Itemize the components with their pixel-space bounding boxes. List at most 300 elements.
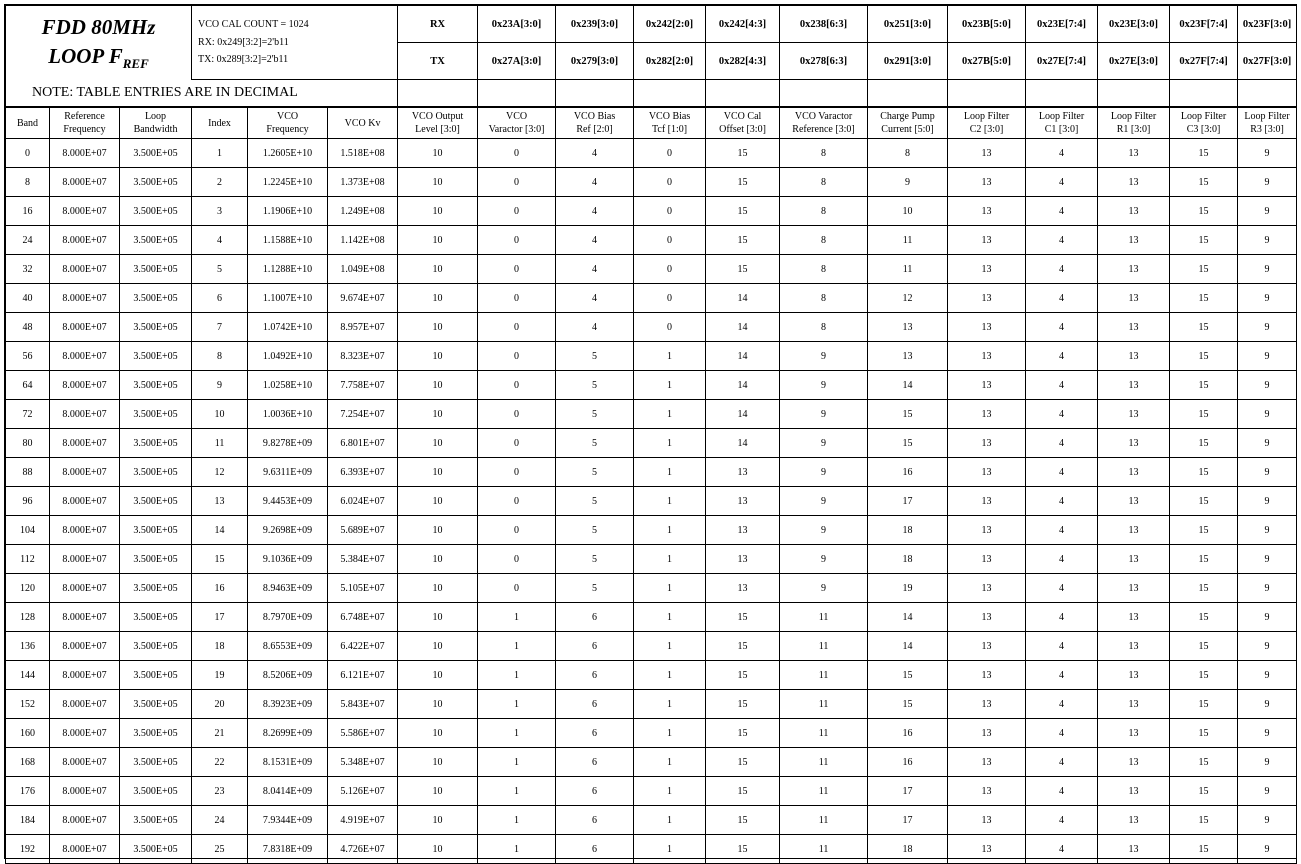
table-cell: 1 [634,806,706,835]
rx-reg: 0x23F[7:4] [1170,6,1238,43]
table-cell: 13 [192,487,248,516]
table-cell: 6 [556,632,634,661]
table-cell: 13 [948,777,1026,806]
column-header [50,107,120,139]
table-cell: 8.000E+07 [50,777,120,806]
table-cell: 1 [634,690,706,719]
table-cell: 0 [478,313,556,342]
table-row [6,632,1297,661]
table-cell: 1.249E+08 [328,197,398,226]
table-cell: 13 [1098,690,1170,719]
table-cell: 72 [6,400,50,429]
table-cell: 15 [706,226,780,255]
table-cell: 15 [1170,400,1238,429]
table-cell: 15 [1170,719,1238,748]
table-cell: 1 [478,777,556,806]
table-cell: 1.1288E+10 [248,255,328,284]
blank-cell [634,80,706,108]
table-cell: 0 [634,139,706,168]
table-cell: 15 [1170,226,1238,255]
table-cell: 0 [634,255,706,284]
table-cell: 9.2698E+09 [248,516,328,545]
table-cell: 1.0258E+10 [248,371,328,400]
table-cell: 15 [1170,835,1238,864]
table-cell: 8.000E+07 [50,255,120,284]
column-header [948,107,1026,139]
vco-cal-count: VCO CAL COUNT = 1024 [198,19,309,31]
column-header-line: R3 [3:0] [1250,124,1284,135]
table-cell: 6 [556,603,634,632]
table-cell: 15 [706,255,780,284]
column-header [192,107,248,139]
blank-cell [478,80,556,108]
table-cell: 10 [398,313,478,342]
table-cell: 15 [706,632,780,661]
table-cell: 15 [706,661,780,690]
table-cell: 0 [634,197,706,226]
table-cell: 23 [192,777,248,806]
table-cell: 4 [1026,545,1098,574]
table-cell: 10 [398,835,478,864]
table-cell: 1 [634,748,706,777]
table-cell: 11 [780,690,868,719]
table-cell: 9 [1238,690,1297,719]
blank-cell [1238,80,1297,108]
table-cell: 11 [780,719,868,748]
table-cell: 4 [1026,487,1098,516]
table-cell: 13 [948,487,1026,516]
table-cell: 13 [706,516,780,545]
table-cell: 11 [868,255,948,284]
table-cell: 3.500E+05 [120,487,192,516]
tx-reg: 0x278[6:3] [780,43,868,80]
table-cell: 18 [868,545,948,574]
table-cell: 64 [6,371,50,400]
table-cell: 13 [1098,139,1170,168]
table-cell: 10 [398,661,478,690]
table-row [6,458,1297,487]
table-cell: 1 [634,458,706,487]
table-cell: 4 [1026,661,1098,690]
table-cell: 10 [398,400,478,429]
table-title [6,6,192,80]
table-cell: 1 [478,632,556,661]
table-cell: 0 [634,226,706,255]
rx-reg: 0x239[3:0] [556,6,634,43]
table-cell: 3.500E+05 [120,371,192,400]
table-cell: 17 [868,487,948,516]
table-cell: 1.1588E+10 [248,226,328,255]
table-cell: 19 [868,574,948,603]
table-cell: 8.9463E+09 [248,574,328,603]
table-cell: 4 [556,168,634,197]
tx-reg: 0x27F[3:0] [1238,43,1297,80]
table-cell: 6 [556,835,634,864]
column-header-line: Loop Filter [963,111,1010,122]
column-header [478,107,556,139]
table-cell: 7.254E+07 [328,400,398,429]
note-row [6,80,1297,108]
table-cell: 10 [398,516,478,545]
table-cell: 13 [706,574,780,603]
blank-cell [1098,80,1170,108]
table-cell: 3.500E+05 [120,342,192,371]
column-header [6,107,50,139]
table-cell: 15 [1170,197,1238,226]
table-cell: 11 [780,748,868,777]
table-cell: 9.1036E+09 [248,545,328,574]
table-cell: 4 [556,226,634,255]
table-cell: 15 [1170,371,1238,400]
table-cell: 9 [1238,371,1297,400]
column-header-line: C3 [3:0] [1186,124,1221,135]
table-cell: 0 [6,139,50,168]
table-cell: 1.0036E+10 [248,400,328,429]
column-header-line: VCO Cal [723,111,762,122]
table-cell: 13 [1098,516,1170,545]
table-cell: 9 [1238,835,1297,864]
table-cell: 18 [868,835,948,864]
table-cell: 4 [1026,632,1098,661]
table-cell: 9 [1238,284,1297,313]
table-cell: 16 [868,748,948,777]
table-cell: 0 [478,226,556,255]
rx-reg: 0x242[2:0] [634,6,706,43]
table-cell: 1 [478,719,556,748]
column-header-line: C1 [3:0] [1044,124,1079,135]
table-cell: 10 [398,255,478,284]
table-cell: 5.348E+07 [328,748,398,777]
table-cell: 9 [1238,661,1297,690]
table-cell: 10 [398,719,478,748]
table-cell: 11 [780,777,868,806]
table-cell: 5 [556,487,634,516]
column-header-line: Level [3:0] [415,124,460,135]
table-cell: 12 [868,284,948,313]
table-cell: 5.105E+07 [328,574,398,603]
table-cell: 8 [780,255,868,284]
table-cell: 9 [1238,255,1297,284]
table-cell: 184 [6,806,50,835]
table-cell: 3.500E+05 [120,139,192,168]
table-cell: 6 [556,806,634,835]
table-cell: 8.000E+07 [50,690,120,719]
tx-reg: 0x27A[3:0] [478,43,556,80]
table-cell: 8.000E+07 [50,429,120,458]
column-header [706,107,780,139]
table-cell: 6.748E+07 [328,603,398,632]
table-cell: 15 [706,777,780,806]
table-cell: 1 [478,806,556,835]
table-cell: 5 [192,255,248,284]
table-cell: 3.500E+05 [120,226,192,255]
table-cell: 13 [1098,487,1170,516]
table-cell: 4 [1026,516,1098,545]
column-header-line: Frequency [266,124,309,135]
table-cell: 168 [6,748,50,777]
table-cell: 9 [780,487,868,516]
table-cell: 6.422E+07 [328,632,398,661]
table-cell: 144 [6,661,50,690]
table-cell: 8.7970E+09 [248,603,328,632]
table-cell: 0 [478,400,556,429]
table-cell: 9 [1238,516,1297,545]
table-cell: 8.000E+07 [50,632,120,661]
table-cell: 1 [634,574,706,603]
table-cell: 10 [398,603,478,632]
title-subscript: REF [122,55,149,71]
table-cell: 8.3923E+09 [248,690,328,719]
table-cell: 4 [1026,748,1098,777]
table-cell: 3.500E+05 [120,313,192,342]
table-cell: 0 [478,371,556,400]
table-cell: 9 [1238,748,1297,777]
table-cell: 9 [1238,632,1297,661]
table-cell: 21 [192,719,248,748]
table-cell: 1 [478,835,556,864]
table-cell: 6 [556,777,634,806]
vco-cal-info [192,6,398,80]
table-cell: 8.000E+07 [50,226,120,255]
table-cell: 13 [948,371,1026,400]
table-cell: 22 [192,748,248,777]
table-cell: 7.8318E+09 [248,835,328,864]
table-cell: 13 [1098,226,1170,255]
table-cell: 8.5206E+09 [248,661,328,690]
table-cell: 15 [1170,603,1238,632]
table-cell: 9 [1238,806,1297,835]
table-cell: 4 [556,313,634,342]
column-header [556,107,634,139]
tx-reg: 0x279[3:0] [556,43,634,80]
table-cell: 6.121E+07 [328,661,398,690]
table-cell: 4 [1026,197,1098,226]
table-cell: 9 [1238,342,1297,371]
table-cell: 80 [6,429,50,458]
table-cell: 1.0492E+10 [248,342,328,371]
column-header-line: Loop Filter [1038,111,1085,122]
table-row [6,661,1297,690]
table-cell: 176 [6,777,50,806]
table-cell: 1 [478,690,556,719]
table-cell: 8.000E+07 [50,197,120,226]
table-cell: 15 [1170,429,1238,458]
table-cell: 13 [948,313,1026,342]
table-cell: 0 [478,284,556,313]
table-cell: 9.674E+07 [328,284,398,313]
table-cell: 13 [948,400,1026,429]
table-cell: 10 [398,458,478,487]
tx-reg: 0x27F[7:4] [1170,43,1238,80]
table-cell: 13 [948,806,1026,835]
table-cell: 9 [1238,197,1297,226]
table-cell: 1 [634,545,706,574]
rx-reg: 0x242[4:3] [706,6,780,43]
table-cell: 9 [780,516,868,545]
table-cell: 5.689E+07 [328,516,398,545]
table-cell: 15 [868,661,948,690]
table-cell: 5 [556,545,634,574]
table-cell: 8.000E+07 [50,284,120,313]
table-cell: 5.586E+07 [328,719,398,748]
table-cell: 8.000E+07 [50,516,120,545]
table-cell: 0 [478,429,556,458]
table-cell: 3.500E+05 [120,603,192,632]
table-cell: 3.500E+05 [120,545,192,574]
table-cell: 1.049E+08 [328,255,398,284]
table-cell: 5 [556,400,634,429]
table-cell: 10 [398,226,478,255]
table-cell: 9 [1238,719,1297,748]
table-cell: 14 [868,371,948,400]
table-row [6,806,1297,835]
column-header [248,107,328,139]
table-cell: 10 [398,777,478,806]
table-cell: 17 [868,777,948,806]
column-header [328,107,398,139]
table-cell: 4 [1026,255,1098,284]
table-cell: 13 [1098,168,1170,197]
table-cell: 8.000E+07 [50,806,120,835]
table-cell: 1.2245E+10 [248,168,328,197]
table-cell: 0 [478,574,556,603]
vco-loop-settings-table [5,5,1297,864]
table-row [6,545,1297,574]
table-cell: 6 [192,284,248,313]
rx-reg: 0x238[6:3] [780,6,868,43]
table-cell: 8.323E+07 [328,342,398,371]
table-cell: 8 [780,226,868,255]
column-header [1238,107,1297,139]
table-row [6,835,1297,864]
table-cell: 8.0414E+09 [248,777,328,806]
table-cell: 6 [556,719,634,748]
table-row [6,400,1297,429]
table-cell: 3.500E+05 [120,458,192,487]
table-cell: 5.126E+07 [328,777,398,806]
tx-reg: 0x27E[3:0] [1098,43,1170,80]
table-cell: 15 [1170,139,1238,168]
table-cell: 40 [6,284,50,313]
table-cell: 15 [706,139,780,168]
column-header-line: Band [16,117,39,129]
table-cell: 13 [948,139,1026,168]
table-cell: 13 [706,487,780,516]
column-header-line: Ref [2:0] [576,124,613,135]
table-cell: 25 [192,835,248,864]
table-cell: 0 [634,168,706,197]
tx-reg: 0x291[3:0] [868,43,948,80]
table-cell: 4.726E+07 [328,835,398,864]
rx-register-row [6,6,1297,43]
table-cell: 10 [398,139,478,168]
rx-reg: 0x23A[3:0] [478,6,556,43]
table-row [6,603,1297,632]
table-cell: 8.000E+07 [50,487,120,516]
table-cell: 15 [706,603,780,632]
table-cell: 15 [1170,458,1238,487]
table-cell: 4 [1026,226,1098,255]
table-cell: 12 [192,458,248,487]
table-cell: 3.500E+05 [120,429,192,458]
table-cell: 4 [1026,690,1098,719]
table-cell: 15 [1170,806,1238,835]
column-header-line: VCO [276,111,299,122]
table-cell: 8.000E+07 [50,371,120,400]
column-header-line: Tcf [1:0] [651,124,688,135]
table-cell: 15 [706,806,780,835]
table-cell: 128 [6,603,50,632]
table-cell: 8.000E+07 [50,574,120,603]
table-cell: 3.500E+05 [120,661,192,690]
column-header [1170,107,1238,139]
table-cell: 0 [478,168,556,197]
table-cell: 4 [556,197,634,226]
table-cell: 7.758E+07 [328,371,398,400]
table-cell: 13 [706,545,780,574]
table-cell: 4 [1026,284,1098,313]
table-cell: 1 [192,139,248,168]
column-header-line: Loop Filter [1244,111,1290,122]
tx-reg: 0x27B[5:0] [948,43,1026,80]
table-cell: 8 [780,168,868,197]
table-cell: 18 [192,632,248,661]
table-cell: 6 [556,661,634,690]
table-cell: 4 [1026,371,1098,400]
blank-cell [706,80,780,108]
table-cell: 15 [1170,516,1238,545]
vco-cal-rx: RX: 0x249[3:2]=2'b11 [198,36,289,48]
table-cell: 8 [780,139,868,168]
table-cell: 11 [780,632,868,661]
column-header-line: VCO Output [411,111,464,122]
table-cell: 10 [398,342,478,371]
blank-cell [868,80,948,108]
column-header-line: Loop [144,111,167,122]
table-cell: 13 [948,284,1026,313]
table-cell: 10 [868,197,948,226]
table-cell: 160 [6,719,50,748]
rx-label: RX [398,6,478,43]
table-cell: 8.000E+07 [50,342,120,371]
table-cell: 1 [634,603,706,632]
table-cell: 15 [1170,777,1238,806]
table-cell: 6.801E+07 [328,429,398,458]
table-cell: 15 [868,400,948,429]
table-cell: 1 [634,661,706,690]
table-cell: 1 [634,835,706,864]
table-cell: 0 [478,342,556,371]
table-cell: 0 [634,284,706,313]
tx-reg: 0x282[4:3] [706,43,780,80]
table-cell: 4 [192,226,248,255]
table-cell: 9 [1238,458,1297,487]
rx-reg: 0x23B[5:0] [948,6,1026,43]
table-row [6,313,1297,342]
table-cell: 1 [634,487,706,516]
table-cell: 104 [6,516,50,545]
table-cell: 13 [948,690,1026,719]
tx-label: TX [398,43,478,80]
table-cell: 14 [706,400,780,429]
blank-cell [780,80,868,108]
table-cell: 15 [868,690,948,719]
table-cell: 10 [398,197,478,226]
column-header [868,107,948,139]
tx-reg: 0x282[2:0] [634,43,706,80]
table-row [6,719,1297,748]
table-cell: 11 [780,661,868,690]
